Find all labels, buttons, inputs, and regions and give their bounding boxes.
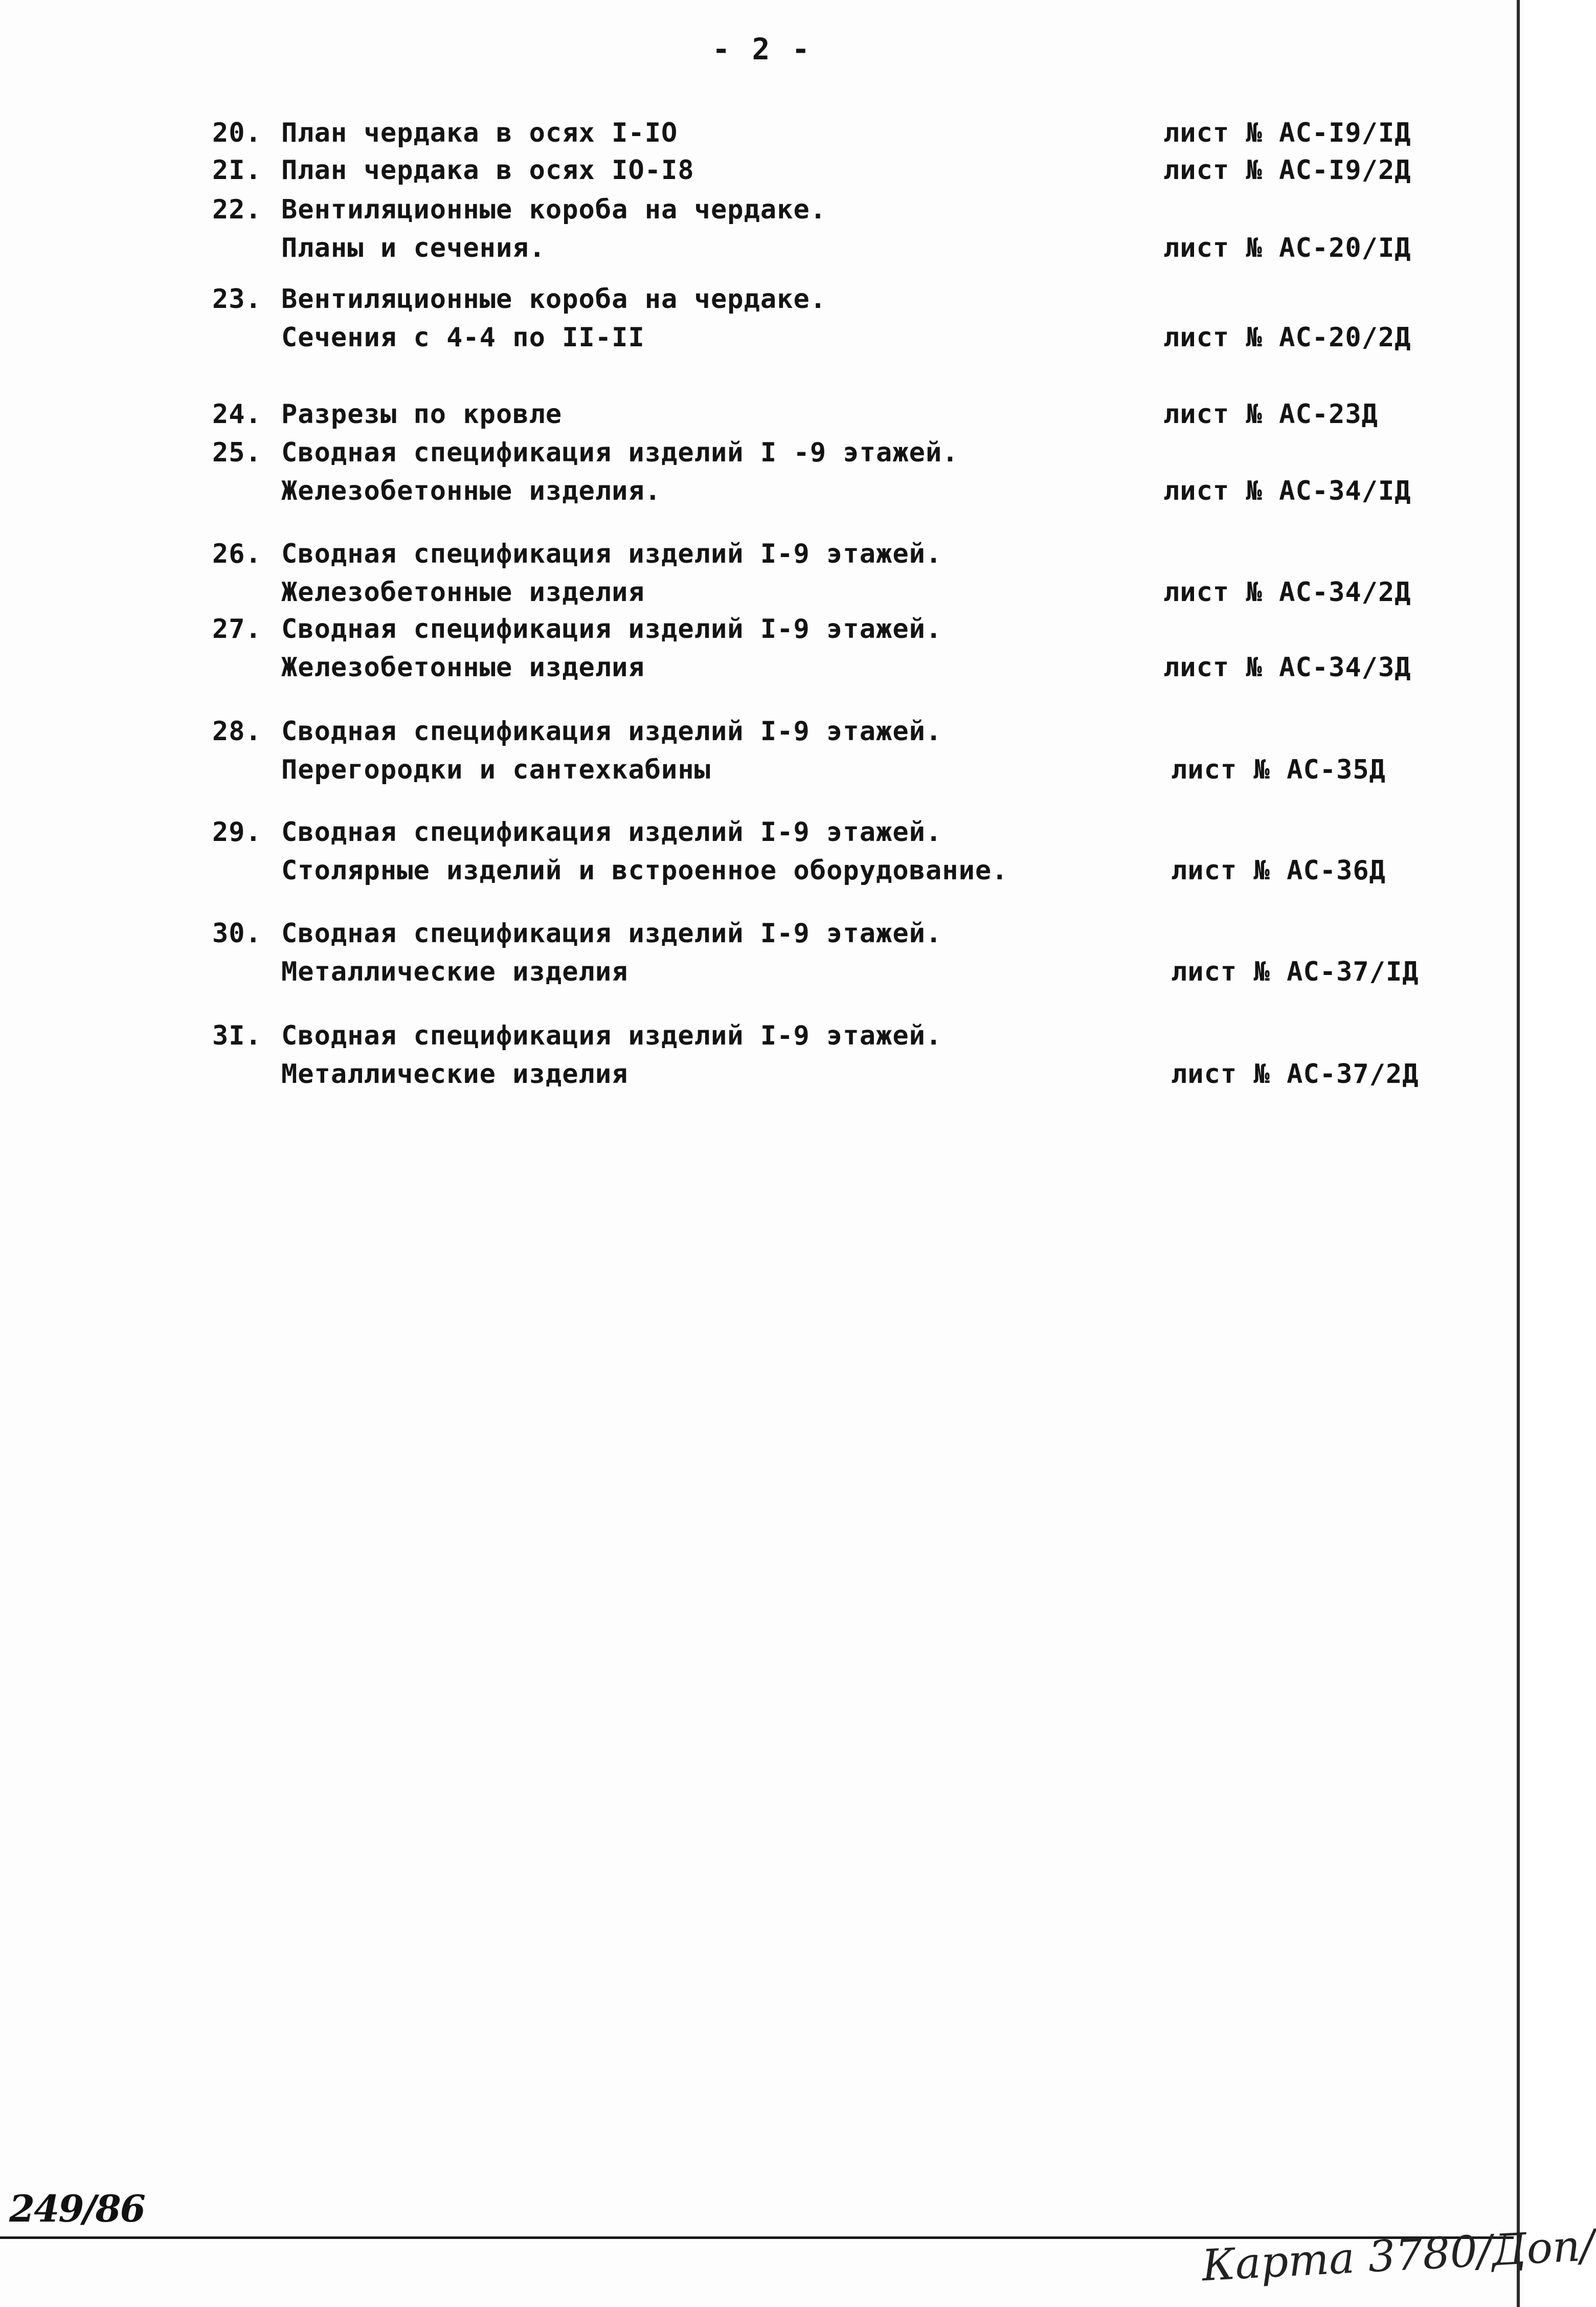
item-sheet: лист № АС-23Д — [1163, 399, 1378, 430]
item-title: Сводная спецификация изделий I-9 этажей. — [281, 918, 942, 949]
item-number: 27. — [212, 614, 262, 645]
item-subtitle: Железобетонные изделия. — [281, 476, 662, 506]
item-sheet: лист № АС-35Д — [1171, 755, 1386, 785]
item-sheet: лист № АС-34/3Д — [1163, 652, 1411, 683]
item-title: Сводная спецификация изделий I-9 этажей. — [281, 614, 942, 645]
item-number: 20. — [212, 118, 262, 148]
item-number: 29. — [212, 817, 262, 848]
item-title: Вентиляционные короба на чердаке. — [281, 194, 827, 225]
item-number: 22. — [212, 194, 262, 225]
item-title: Разрезы по кровле — [281, 399, 563, 430]
item-title: Сводная спецификация изделий I-9 этажей. — [281, 539, 942, 569]
item-title: Сводная спецификация изделий I-9 этажей. — [281, 716, 942, 747]
item-title: Сводная спецификация изделий I-9 этажей. — [281, 817, 942, 848]
item-subtitle: Железобетонные изделия — [281, 577, 645, 608]
page-number: - 2 - — [712, 32, 812, 66]
item-sheet: лист № АС-37/IД — [1171, 957, 1419, 987]
item-title: План чердака в осях IO-I8 — [281, 155, 694, 186]
item-sheet: лист № АС-20/IД — [1163, 233, 1411, 263]
item-number: 3I. — [212, 1021, 262, 1051]
item-subtitle: Сечения с 4-4 по II-II — [281, 322, 645, 353]
item-sheet: лист № АС-I9/2Д — [1163, 155, 1411, 186]
item-subtitle: Планы и сечения. — [281, 233, 546, 263]
item-number: 26. — [212, 539, 262, 569]
item-subtitle: Металлические изделия — [281, 957, 628, 987]
item-title: План чердака в осях I-IO — [281, 118, 678, 148]
item-sheet: лист № АС-34/2Д — [1163, 577, 1411, 608]
item-title: Сводная спецификация изделий I-9 этажей. — [281, 1021, 942, 1051]
item-sheet: лист № АС-20/2Д — [1163, 322, 1411, 353]
item-sheet: лист № АС-I9/IД — [1163, 118, 1411, 148]
item-number: 24. — [212, 399, 262, 430]
item-subtitle: Железобетонные изделия — [281, 652, 645, 683]
item-number: 25. — [212, 437, 262, 468]
handwritten-note: Карта 3780/Доп/ — [1200, 2220, 1596, 2291]
item-sheet: лист № АС-37/2Д — [1171, 1059, 1419, 1090]
item-number: 28. — [212, 716, 262, 747]
item-number: 23. — [212, 284, 262, 315]
item-sheet: лист № АС-34/IД — [1163, 476, 1411, 506]
item-subtitle: Перегородки и сантехкабины — [281, 755, 711, 785]
item-subtitle: Металлические изделия — [281, 1059, 628, 1090]
page-edge — [1517, 0, 1520, 2307]
item-number: 2I. — [212, 155, 262, 186]
item-title: Сводная спецификация изделий I -9 этажей. — [281, 437, 959, 468]
inventory-number: 249/86 — [9, 2187, 145, 2230]
item-title: Вентиляционные короба на чердаке. — [281, 284, 827, 315]
item-subtitle: Столярные изделий и встроенное оборудование. — [281, 855, 1008, 886]
item-number: 30. — [212, 918, 262, 949]
item-sheet: лист № АС-36Д — [1171, 855, 1386, 886]
